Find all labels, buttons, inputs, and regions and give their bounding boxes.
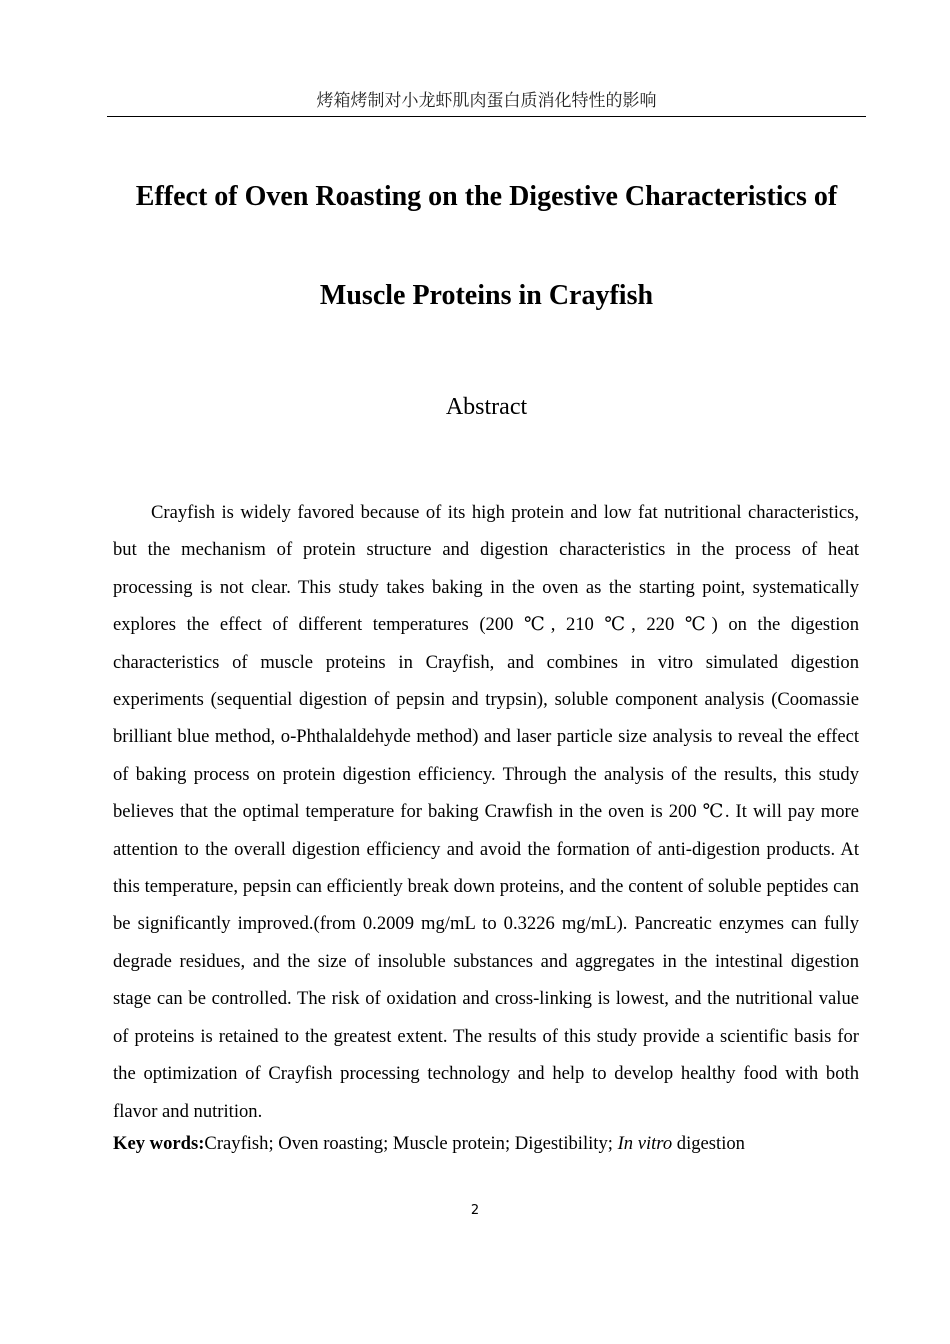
paper-title-line-2: Muscle Proteins in Crayfish (319, 280, 654, 311)
page-number: 2 (470, 1203, 480, 1218)
keywords-italic-term: In vitro (617, 1133, 673, 1154)
running-title: 烤箱烤制对小龙虾肌肉蛋白质消化特性的影响 (316, 91, 657, 111)
keywords-label: Key words: (113, 1133, 205, 1154)
keywords-line (113, 1128, 859, 1160)
keywords-items: Crayfish; Oven roasting; Muscle protein; Digestibility; (204, 1133, 618, 1154)
paper-title-line-1: Effect of Oven Roasting on the Digestive Characteristics of (135, 181, 838, 212)
keywords-trailing: digestion (672, 1133, 745, 1154)
abstract-body: Crayfish is widely favored because of its high protein and low fat nutritional characteristics, but the mechanism of protein structure and digestion characteristics in the process of heat processing is not clear. This study takes baking in the oven as the starting point, systematically explores the effect of different temperatures (200 ℃, 210 ℃, 220 ℃) on the digestion characteristics of muscle proteins in Crayfish, and combines in vitro simulated digestion experiments (sequential digestion of pepsin and trypsin), soluble component analysis (Coomassie brilliant blue method, o-Phthalaldehyde method) and laser particle size analysis to reveal the effect of baking process on protein digestion efficiency. Through the analysis of the results, this study believes that the optimal temperature for baking Crawfish in the oven is 200 ℃. It will pay more attention to the overall digestion efficiency and avoid the formation of anti-digestion products. At this temperature, pepsin can efficiently break down proteins, and the content of soluble peptides can be significantly improved.(from 0.2009 mg/mL to 0.3226 mg/mL). Pancreatic enzymes can fully degrade residues, and the size of insoluble substances and aggregates in the intestinal digestion stage can be controlled. The risk of oxidation and cross-linking is lowest, and the nutritional value of proteins is retained to the greatest extent. The results of this study provide a scientific basis for the optimization of Crayfish processing technology and help to develop healthy food with both flavor and nutrition. (113, 502, 859, 1122)
abstract-heading: Abstract (445, 394, 528, 420)
running-header (107, 88, 866, 117)
